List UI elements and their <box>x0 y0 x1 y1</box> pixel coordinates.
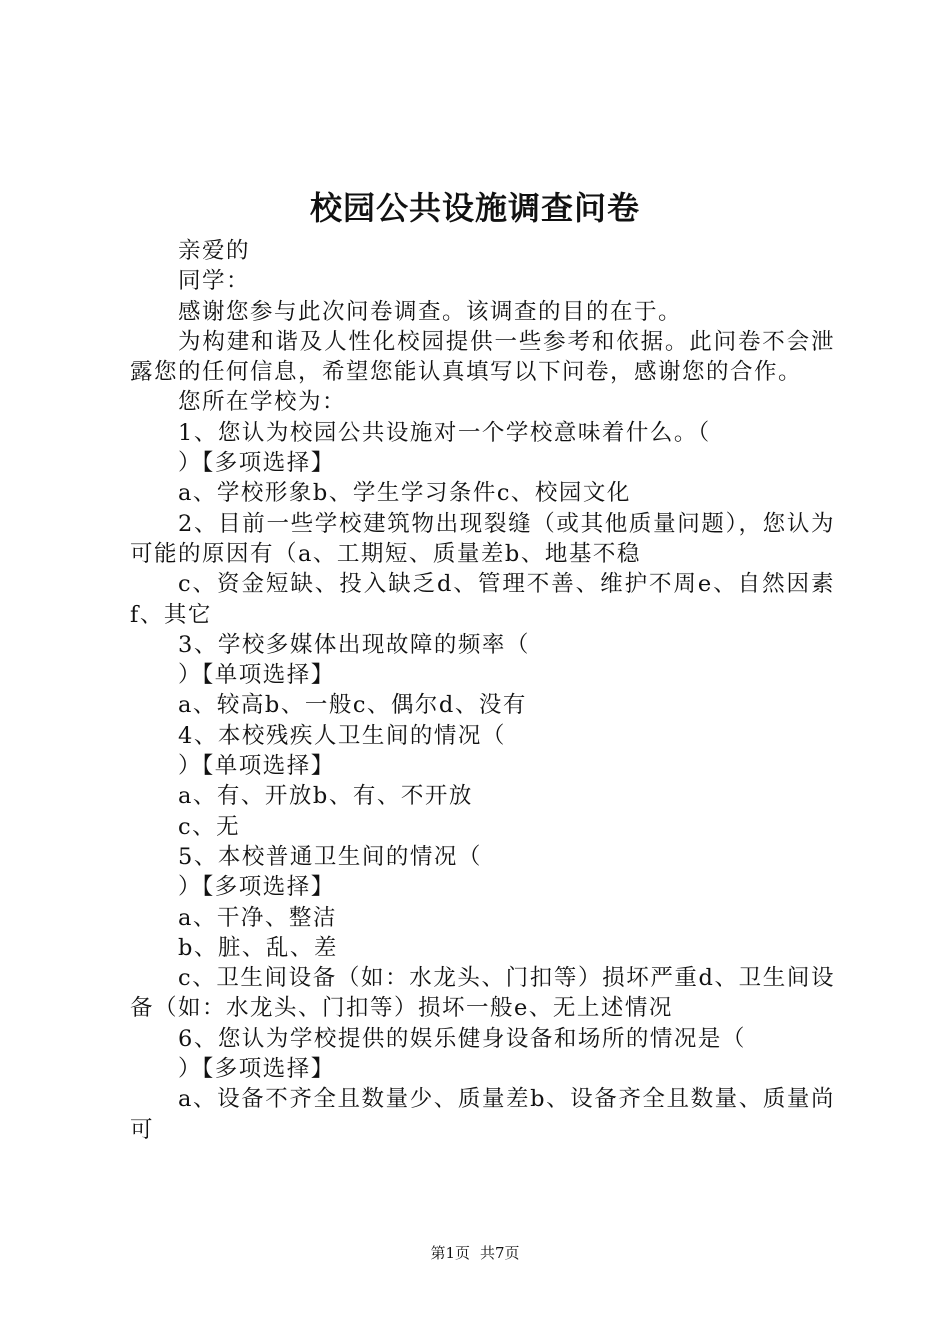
page-number: 第1页 <box>430 1244 470 1262</box>
question-5-type: ）【多项选择】 <box>178 874 335 901</box>
question-5-option-a: a、干净、整洁 <box>178 904 337 931</box>
page-footer <box>0 1242 950 1264</box>
question-4-option-c: c、无 <box>178 813 241 840</box>
greeting-line-2: 同学： <box>178 268 251 295</box>
question-6-options: a、设备不齐全且数量少、质量差b、设备齐全且数量、质量尚可 <box>130 1086 835 1143</box>
greeting-line-1: 亲爱的 <box>178 238 251 264</box>
page-total: 共7页 <box>480 1244 520 1262</box>
question-2-options: c、资金短缺、投入缺乏d、管理不善、维护不周e、自然因素f、其它 <box>130 571 835 628</box>
intro-paragraph-1: 感谢您参与此次问卷调查。该调查的目的在于。 <box>178 298 683 325</box>
question-5-option-b: b、脏、乱、差 <box>178 934 338 961</box>
question-4-options-ab: a、有、开放b、有、不开放 <box>178 783 473 810</box>
page-title: 校园公共设施调查问卷 <box>309 189 640 227</box>
document-body <box>130 236 835 1145</box>
question-6: 6、您认为学校提供的娱乐健身设备和场所的情况是（ <box>178 1025 746 1052</box>
question-6-type: ）【多项选择】 <box>178 1056 335 1083</box>
question-5-options-cde: c、卫生间设备（如：水龙头、门扣等）损坏严重d、卫生间设备（如：水龙头、门扣等）损坏一般e、无上述情况 <box>130 965 835 1022</box>
question-5: 5、本校普通卫生间的情况（ <box>178 843 482 870</box>
question-3-options: a、较高b、一般c、偶尔d、没有 <box>178 692 527 719</box>
question-1-type: ）【多项选择】 <box>178 450 335 477</box>
question-3: 3、学校多媒体出现故障的频率（ <box>178 631 530 658</box>
school-prompt: 您所在学校为： <box>178 389 347 416</box>
question-3-type: ）【单项选择】 <box>178 662 335 689</box>
question-4-type: ）【单项选择】 <box>178 753 335 780</box>
question-1: 1、您认为校园公共设施对一个学校意味着什么。（ <box>178 419 711 446</box>
intro-paragraph-2: 为构建和谐及人性化校园提供一些参考和依据。此问卷不会泄露您的任何信息，希望您能认真填写以下问卷，感谢您的合作。 <box>130 328 835 386</box>
question-2: 2、目前一些学校建筑物出现裂缝（或其他质量问题），您认为可能的原因有（a、工期短、质量差b、地基不稳 <box>130 510 835 567</box>
question-4: 4、本校残疾人卫生间的情况（ <box>178 722 506 749</box>
question-1-options: a、学校形象b、学生学习条件c、校园文化 <box>178 480 631 507</box>
